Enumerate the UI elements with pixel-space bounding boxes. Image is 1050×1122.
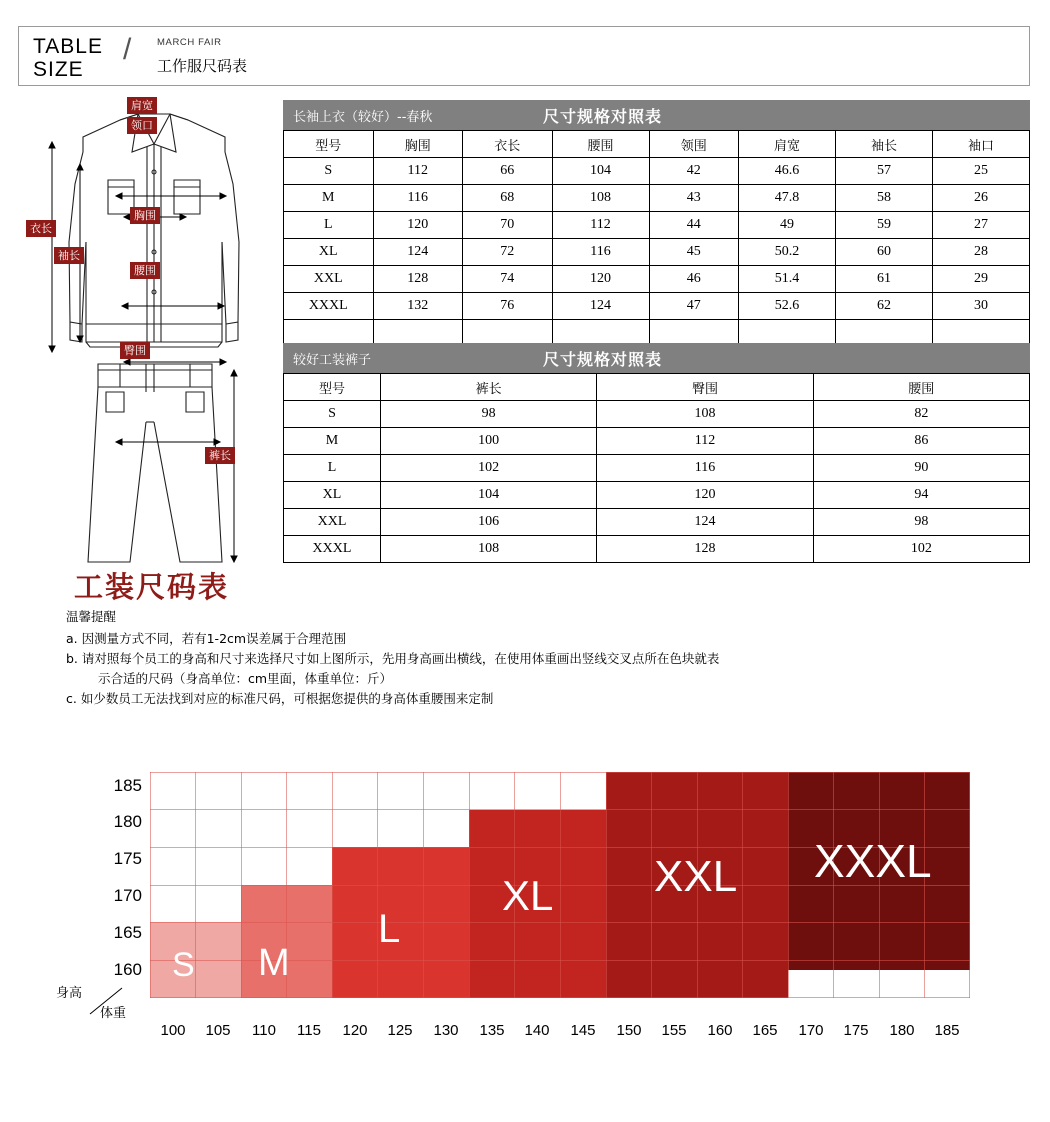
x-tick-130: 130 xyxy=(433,1022,459,1039)
header-box xyxy=(18,26,1030,86)
table-row xyxy=(284,239,1030,266)
cell-model: L xyxy=(284,455,381,482)
size-label-m: M xyxy=(258,942,290,984)
cell-waist: 108 xyxy=(552,185,649,212)
cell-chest: 116 xyxy=(373,185,463,212)
x-tick-125: 125 xyxy=(387,1022,413,1039)
y-tick-180: 180 xyxy=(113,812,142,831)
x-tick-100: 100 xyxy=(160,1022,186,1039)
cell-hip: 124 xyxy=(597,509,813,536)
cell-waist: 86 xyxy=(813,428,1029,455)
cell-shoulder: 46.6 xyxy=(739,158,836,185)
cell-model: S xyxy=(284,158,374,185)
cell-model: M xyxy=(284,428,381,455)
garment-illustration xyxy=(20,92,270,572)
cell-collar: 47 xyxy=(649,293,739,320)
label-waist: 腰围 xyxy=(130,262,160,279)
table-row xyxy=(284,536,1030,563)
cell-collar: 42 xyxy=(649,158,739,185)
cell-pants-length: 98 xyxy=(380,401,596,428)
matrix-grid xyxy=(150,772,970,998)
label-pants-length: 裤长 xyxy=(205,447,235,464)
cell-hip: 116 xyxy=(597,455,813,482)
brand-name: MARCH FAIR xyxy=(157,37,222,48)
cell-waist: 120 xyxy=(552,266,649,293)
axis-label-weight: 体重 xyxy=(100,1006,127,1021)
y-tick-160: 160 xyxy=(113,960,142,979)
col-length: 衣长 xyxy=(463,131,553,158)
cell-chest: 132 xyxy=(373,293,463,320)
col-cuff: 袖口 xyxy=(932,131,1029,158)
cell-collar: 45 xyxy=(649,239,739,266)
pants-table-band xyxy=(283,343,1030,373)
section-title: 工装尺码表 xyxy=(74,570,230,604)
pants-table xyxy=(283,373,1030,563)
x-tick-120: 120 xyxy=(342,1022,368,1039)
cell-chest: 112 xyxy=(373,158,463,185)
cell-waist: 104 xyxy=(552,158,649,185)
cell-model: XXL xyxy=(284,266,374,293)
cell-shoulder: 52.6 xyxy=(739,293,836,320)
x-tick-105: 105 xyxy=(205,1022,231,1039)
cell-shoulder: 47.8 xyxy=(739,185,836,212)
table-row xyxy=(284,509,1030,536)
x-tick-165: 165 xyxy=(752,1022,778,1039)
cell-length: 68 xyxy=(463,185,553,212)
label-chest: 胸围 xyxy=(130,207,160,224)
cell-collar: 43 xyxy=(649,185,739,212)
cell-cuff: 30 xyxy=(932,293,1029,320)
col-model: 型号 xyxy=(284,131,374,158)
cell-pants-length: 106 xyxy=(380,509,596,536)
notes-block xyxy=(66,607,966,709)
cell-pants-length: 108 xyxy=(380,536,596,563)
col-chest: 胸围 xyxy=(373,131,463,158)
cell-shoulder: 51.4 xyxy=(739,266,836,293)
cell-cuff: 28 xyxy=(932,239,1029,266)
cell-cuff: 26 xyxy=(932,185,1029,212)
note-b: b. 请对照每个员工的身高和尺寸来选择尺寸如上图所示，先用身高画出横线，在使用体重画出竖线交叉点所在色块就表 xyxy=(66,651,720,666)
cell-model: XXXL xyxy=(284,536,381,563)
size-label-l: L xyxy=(378,907,401,951)
x-tick-160: 160 xyxy=(707,1022,733,1039)
x-tick-140: 140 xyxy=(524,1022,550,1039)
table-header-row xyxy=(284,374,1030,401)
cell-hip: 120 xyxy=(597,482,813,509)
page-title xyxy=(33,35,103,81)
size-matrix xyxy=(50,772,970,1039)
size-label-s: S xyxy=(172,946,195,984)
cell-waist: 112 xyxy=(552,212,649,239)
table-header-row xyxy=(284,131,1030,158)
matrix-corner-labels xyxy=(50,986,150,1022)
x-tick-115: 115 xyxy=(297,1022,321,1039)
table-row xyxy=(284,185,1030,212)
x-tick-150: 150 xyxy=(616,1022,642,1039)
col-model: 型号 xyxy=(284,374,381,401)
cell-shoulder: 50.2 xyxy=(739,239,836,266)
cell-cuff: 25 xyxy=(932,158,1029,185)
table-row xyxy=(284,212,1030,239)
cell-pants-length: 104 xyxy=(380,482,596,509)
cell-length: 70 xyxy=(463,212,553,239)
x-tick-145: 145 xyxy=(570,1022,596,1039)
cell-chest: 120 xyxy=(373,212,463,239)
size-label-xxxl: XXXL xyxy=(814,835,932,887)
size-label-xxl: XXL xyxy=(654,852,738,901)
jacket-size-table xyxy=(283,100,1030,345)
note-b2: 示合适的尺码（身高单位：cm里面，体重单位：斤） xyxy=(98,671,393,686)
cell-hip: 128 xyxy=(597,536,813,563)
axis-label-height: 身高 xyxy=(56,986,83,1001)
y-tick-175: 175 xyxy=(113,849,142,868)
cell-model: XXL xyxy=(284,509,381,536)
notes-title: 温馨提醒 xyxy=(66,609,117,624)
x-tick-135: 135 xyxy=(479,1022,505,1039)
label-coat-length: 衣长 xyxy=(26,220,56,237)
x-tick-180: 180 xyxy=(889,1022,915,1039)
x-tick-185: 185 xyxy=(934,1022,960,1039)
header-subtitle: 工作服尺码表 xyxy=(157,57,248,75)
jacket-table xyxy=(283,130,1030,345)
cell-model: XL xyxy=(284,482,381,509)
x-tick-110: 110 xyxy=(252,1022,276,1039)
cell-length: 66 xyxy=(463,158,553,185)
cell-waist: 82 xyxy=(813,401,1029,428)
jacket-table-title: 尺寸规格对照表 xyxy=(543,106,663,126)
cell-cuff: 27 xyxy=(932,212,1029,239)
cell-sleeve: 60 xyxy=(836,239,933,266)
x-tick-155: 155 xyxy=(661,1022,687,1039)
table-row xyxy=(284,482,1030,509)
corner-slash-icon xyxy=(88,986,124,1016)
cell-hip: 112 xyxy=(597,428,813,455)
cell-collar: 46 xyxy=(649,266,739,293)
cell-model: XXXL xyxy=(284,293,374,320)
y-tick-165: 165 xyxy=(113,923,142,942)
x-tick-170: 170 xyxy=(798,1022,824,1039)
label-collar: 领口 xyxy=(127,117,157,134)
label-sleeve-length: 袖长 xyxy=(54,247,84,264)
cell-model: L xyxy=(284,212,374,239)
table-row xyxy=(284,401,1030,428)
col-sleeve: 袖长 xyxy=(836,131,933,158)
note-a: a. 因测量方式不同，若有1-2cm误差属于合理范围 xyxy=(66,631,347,646)
cell-shoulder: 49 xyxy=(739,212,836,239)
table-row-empty xyxy=(284,320,1030,345)
cell-model: M xyxy=(284,185,374,212)
cell-sleeve: 59 xyxy=(836,212,933,239)
cell-waist: 98 xyxy=(813,509,1029,536)
cell-waist: 116 xyxy=(552,239,649,266)
cell-pants-length: 102 xyxy=(380,455,596,482)
cell-sleeve: 57 xyxy=(836,158,933,185)
table-row xyxy=(284,266,1030,293)
label-shoulder: 肩宽 xyxy=(127,97,157,114)
table-row xyxy=(284,293,1030,320)
cell-waist: 124 xyxy=(552,293,649,320)
cell-sleeve: 58 xyxy=(836,185,933,212)
col-hip: 臀围 xyxy=(597,374,813,401)
pants-table-title: 尺寸规格对照表 xyxy=(543,349,663,369)
col-waist: 腰围 xyxy=(552,131,649,158)
cell-model: XL xyxy=(284,239,374,266)
page-title-line1: TABLE xyxy=(33,35,103,58)
x-tick-175: 175 xyxy=(843,1022,869,1039)
col-pants-length: 裤长 xyxy=(380,374,596,401)
cell-length: 72 xyxy=(463,239,553,266)
cell-waist: 102 xyxy=(813,536,1029,563)
cell-chest: 124 xyxy=(373,239,463,266)
y-tick-170: 170 xyxy=(113,886,142,905)
label-hip: 臀围 xyxy=(120,342,150,359)
table-row xyxy=(284,158,1030,185)
col-shoulder: 肩宽 xyxy=(739,131,836,158)
y-tick-185: 185 xyxy=(113,776,142,795)
matrix-y-axis xyxy=(50,772,150,998)
header-slash: / xyxy=(123,33,132,66)
pants-size-table xyxy=(283,343,1030,563)
table-row xyxy=(284,455,1030,482)
cell-cuff: 29 xyxy=(932,266,1029,293)
cell-length: 76 xyxy=(463,293,553,320)
cell-sleeve: 62 xyxy=(836,293,933,320)
cell-length: 74 xyxy=(463,266,553,293)
cell-chest: 128 xyxy=(373,266,463,293)
size-label-xl: XL xyxy=(502,872,554,919)
note-c: c. 如少数员工无法找到对应的标准尺码，可根据您提供的身高体重腰围来定制 xyxy=(66,691,494,706)
cell-model: S xyxy=(284,401,381,428)
jacket-table-band xyxy=(283,100,1030,130)
cell-collar: 44 xyxy=(649,212,739,239)
col-waist: 腰围 xyxy=(813,374,1029,401)
cell-sleeve: 61 xyxy=(836,266,933,293)
cell-waist: 94 xyxy=(813,482,1029,509)
col-collar: 领围 xyxy=(649,131,739,158)
garment-drawing xyxy=(20,92,270,572)
cell-waist: 90 xyxy=(813,455,1029,482)
cell-hip: 108 xyxy=(597,401,813,428)
page-title-line2: SIZE xyxy=(33,58,84,81)
pants-table-name: 较好工装裤子 xyxy=(293,352,372,368)
cell-pants-length: 100 xyxy=(380,428,596,455)
table-row xyxy=(284,428,1030,455)
jacket-table-name: 长袖上衣（较好）--春秋 xyxy=(293,109,433,125)
